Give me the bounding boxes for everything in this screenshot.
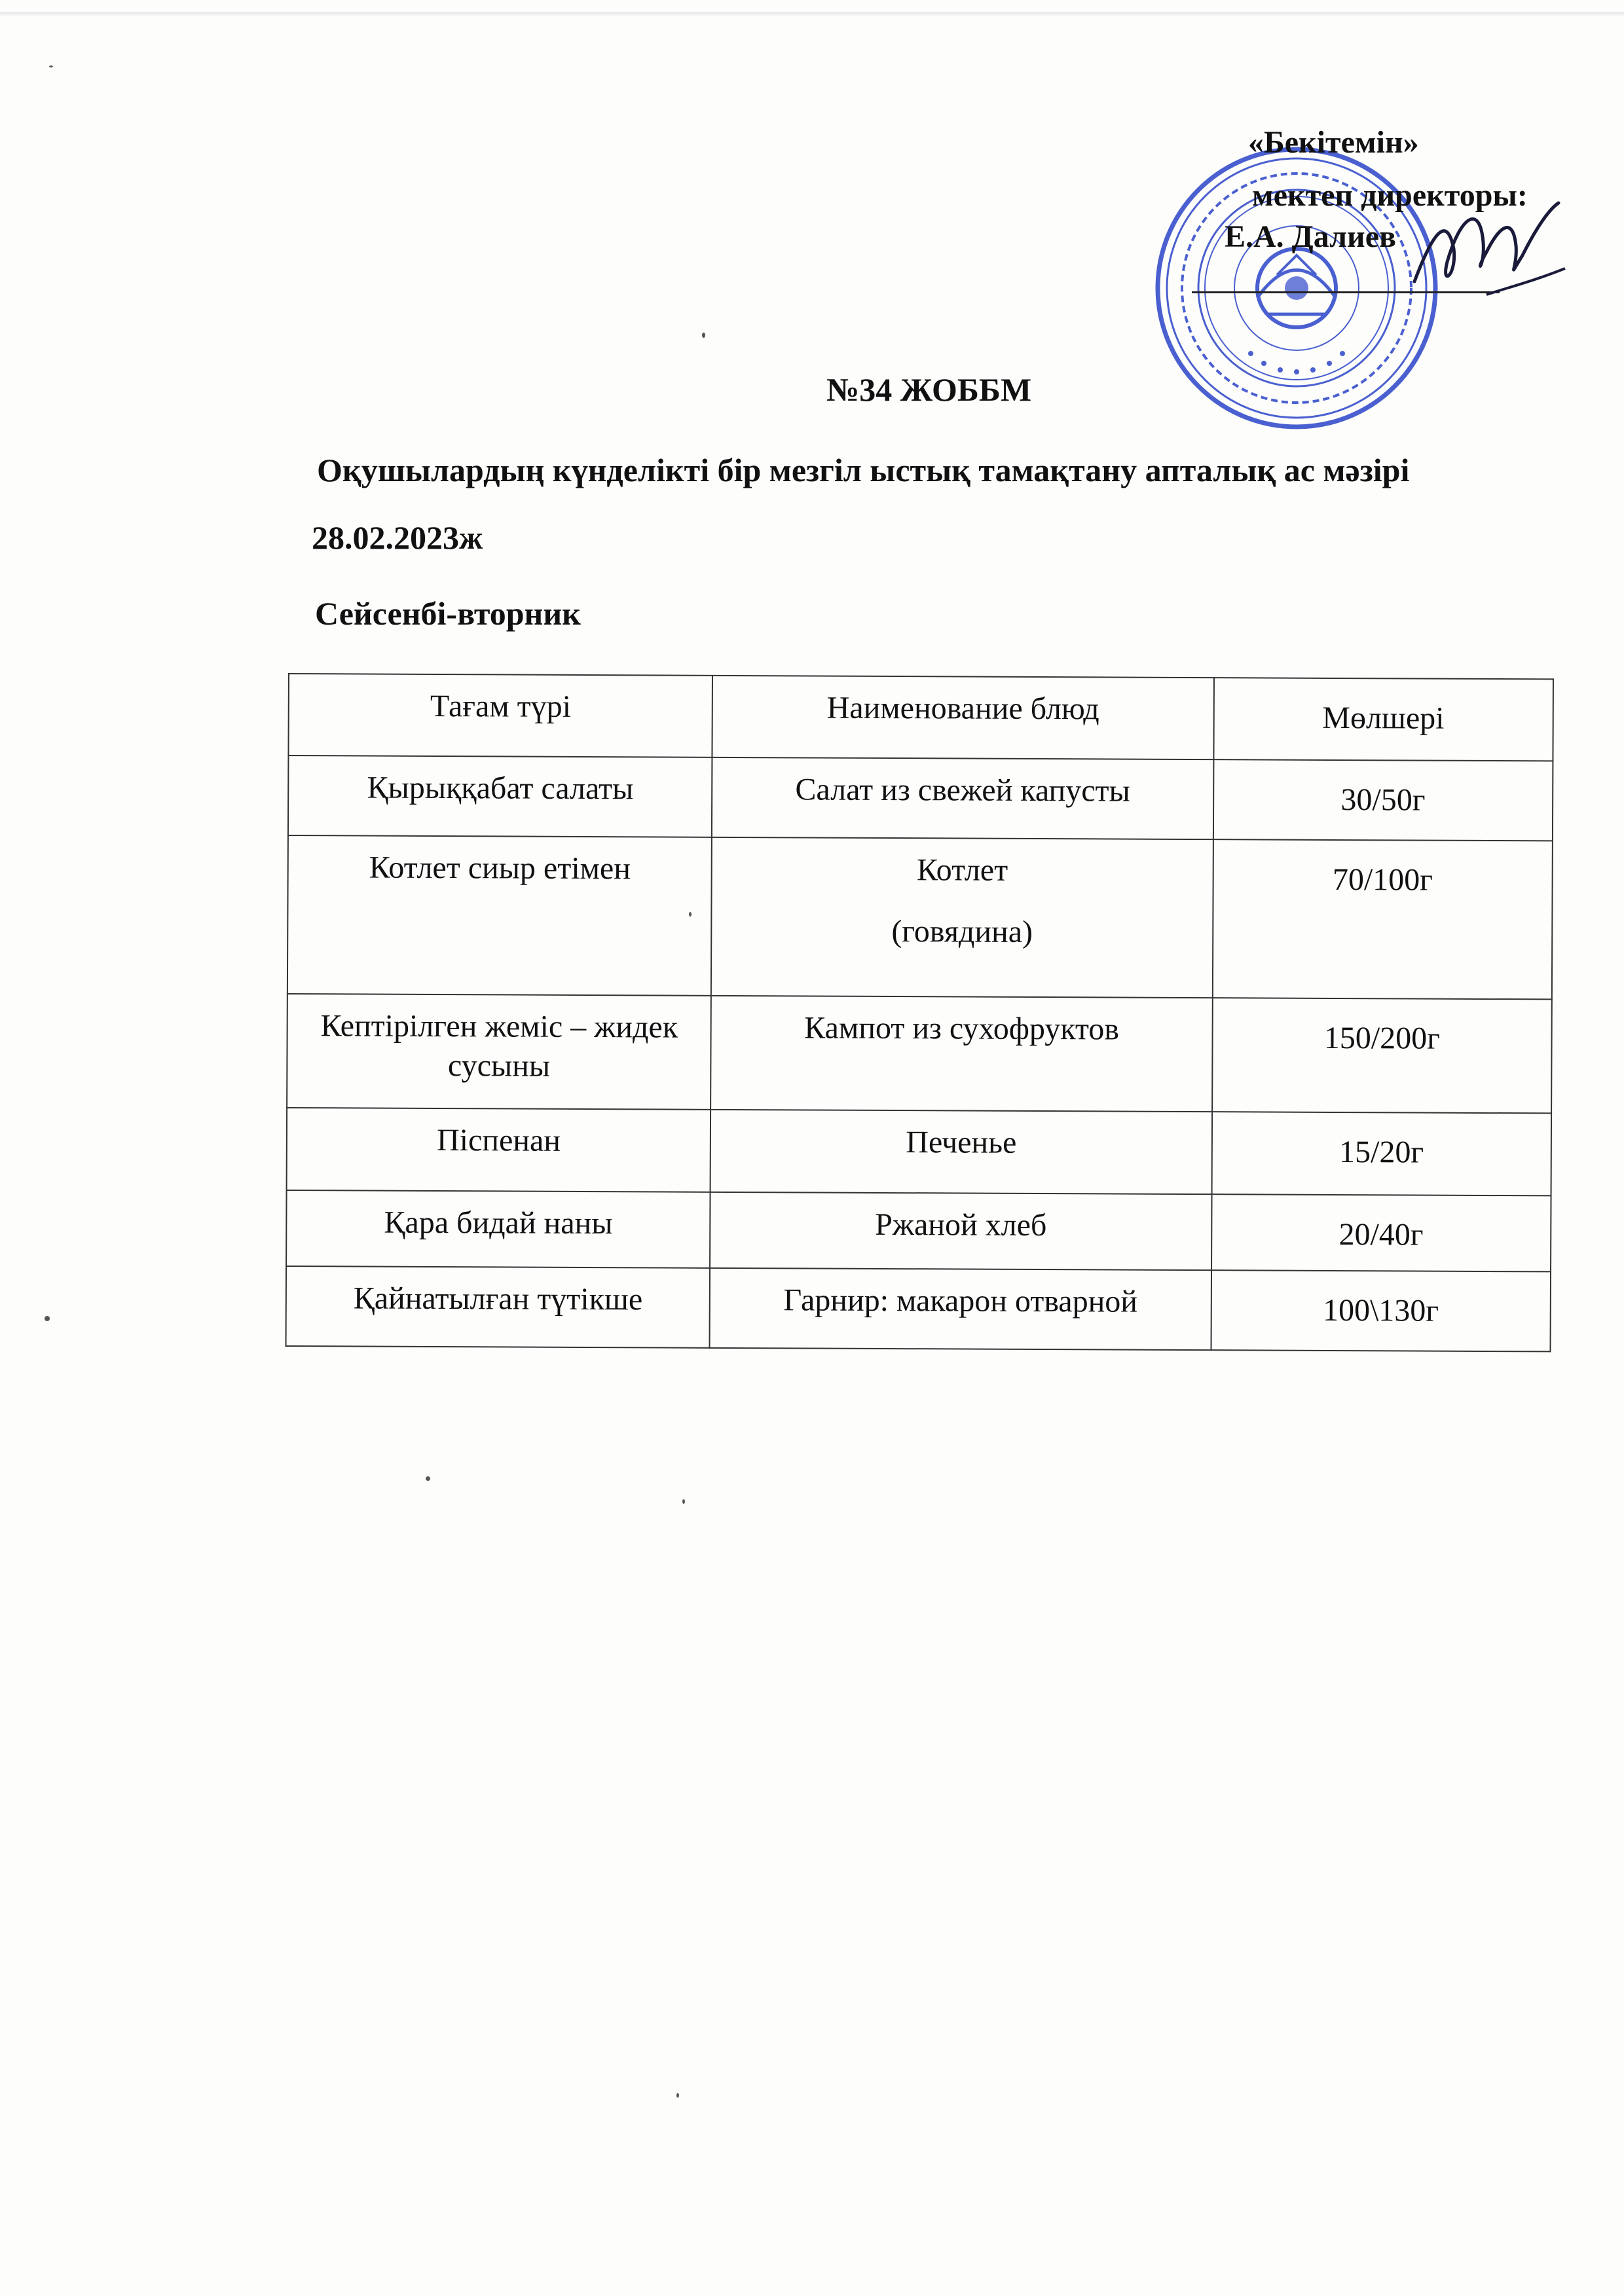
table-row	[286, 1266, 1551, 1351]
dish-type-cell: Қара бидай наны	[286, 1190, 710, 1268]
dish-type-cell: Кептірілген жеміс – жидек сусыны	[287, 994, 711, 1110]
approval-heading: «Бекітемін»	[1248, 125, 1419, 160]
approval-director-name: Е.А. Далиев	[1225, 219, 1396, 254]
quantity-cell: 20/40г	[1211, 1194, 1551, 1271]
menu-date: 28.02.2023ж	[312, 519, 483, 556]
dish-type-cell: Котлет сиыр етімен	[287, 835, 712, 996]
dish-name-cell	[710, 1192, 1211, 1270]
header-dish-type: Тағам түрі	[288, 674, 712, 757]
handwritten-signature	[1408, 190, 1578, 321]
menu-table	[286, 673, 1554, 1352]
dish-name-cell	[711, 837, 1213, 998]
dish-type-cell: Қайнатылған түтікше	[286, 1266, 710, 1348]
dish-name-line: Гарнир: макарон отварной	[783, 1283, 1138, 1319]
quantity-cell: 15/20г	[1211, 1112, 1551, 1195]
page-title: Оқушылардың күнделікті бір мезгіл ыстық тамақтану апталық ас мәзірі	[317, 452, 1410, 488]
scan-speck	[682, 1499, 685, 1504]
dish-type-cell: Піспенан	[287, 1108, 711, 1192]
scan-speck	[45, 1316, 50, 1321]
dish-name-line: Печенье	[906, 1125, 1017, 1160]
quantity-cell: 30/50г	[1213, 759, 1553, 841]
school-name: №34 ЖОББМ	[826, 371, 1032, 408]
approval-position: мектеп директоры:	[1252, 178, 1528, 213]
scan-speck	[426, 1476, 430, 1481]
dish-name-line: Салат из свежей капусты	[795, 772, 1130, 809]
dish-name-line: Ржаной хлеб	[875, 1207, 1047, 1243]
dish-name-line: Котлет	[917, 852, 1008, 888]
scan-speck	[676, 2093, 679, 2098]
scan-speck	[702, 333, 705, 338]
dish-name-cell	[710, 996, 1212, 1112]
quantity-cell: 70/100г	[1212, 839, 1553, 999]
menu-day: Сейсенбі-вторник	[315, 595, 581, 632]
dish-name-line: (говядина)	[891, 914, 1033, 949]
dish-name-line: Кампот из сухофруктов	[804, 1010, 1120, 1047]
table-header-row	[288, 674, 1553, 761]
table-row	[286, 1190, 1551, 1271]
table-row	[287, 994, 1552, 1113]
header-quantity: Мөлшері	[1213, 678, 1553, 761]
table-row	[288, 756, 1553, 841]
scan-speck	[49, 65, 53, 67]
dish-name-cell	[712, 757, 1213, 839]
dish-name-cell	[710, 1268, 1211, 1350]
dish-type-cell: Қырыққабат салаты	[288, 756, 712, 837]
table-row	[287, 1108, 1552, 1195]
header-dish-name: Наименование блюд	[712, 676, 1214, 759]
table-row	[287, 835, 1553, 999]
scan-speck	[689, 912, 692, 917]
quantity-cell: 100\130г	[1211, 1270, 1551, 1351]
quantity-cell: 150/200г	[1212, 998, 1552, 1113]
scan-top-edge	[0, 12, 1624, 16]
dish-name-cell	[710, 1110, 1212, 1194]
